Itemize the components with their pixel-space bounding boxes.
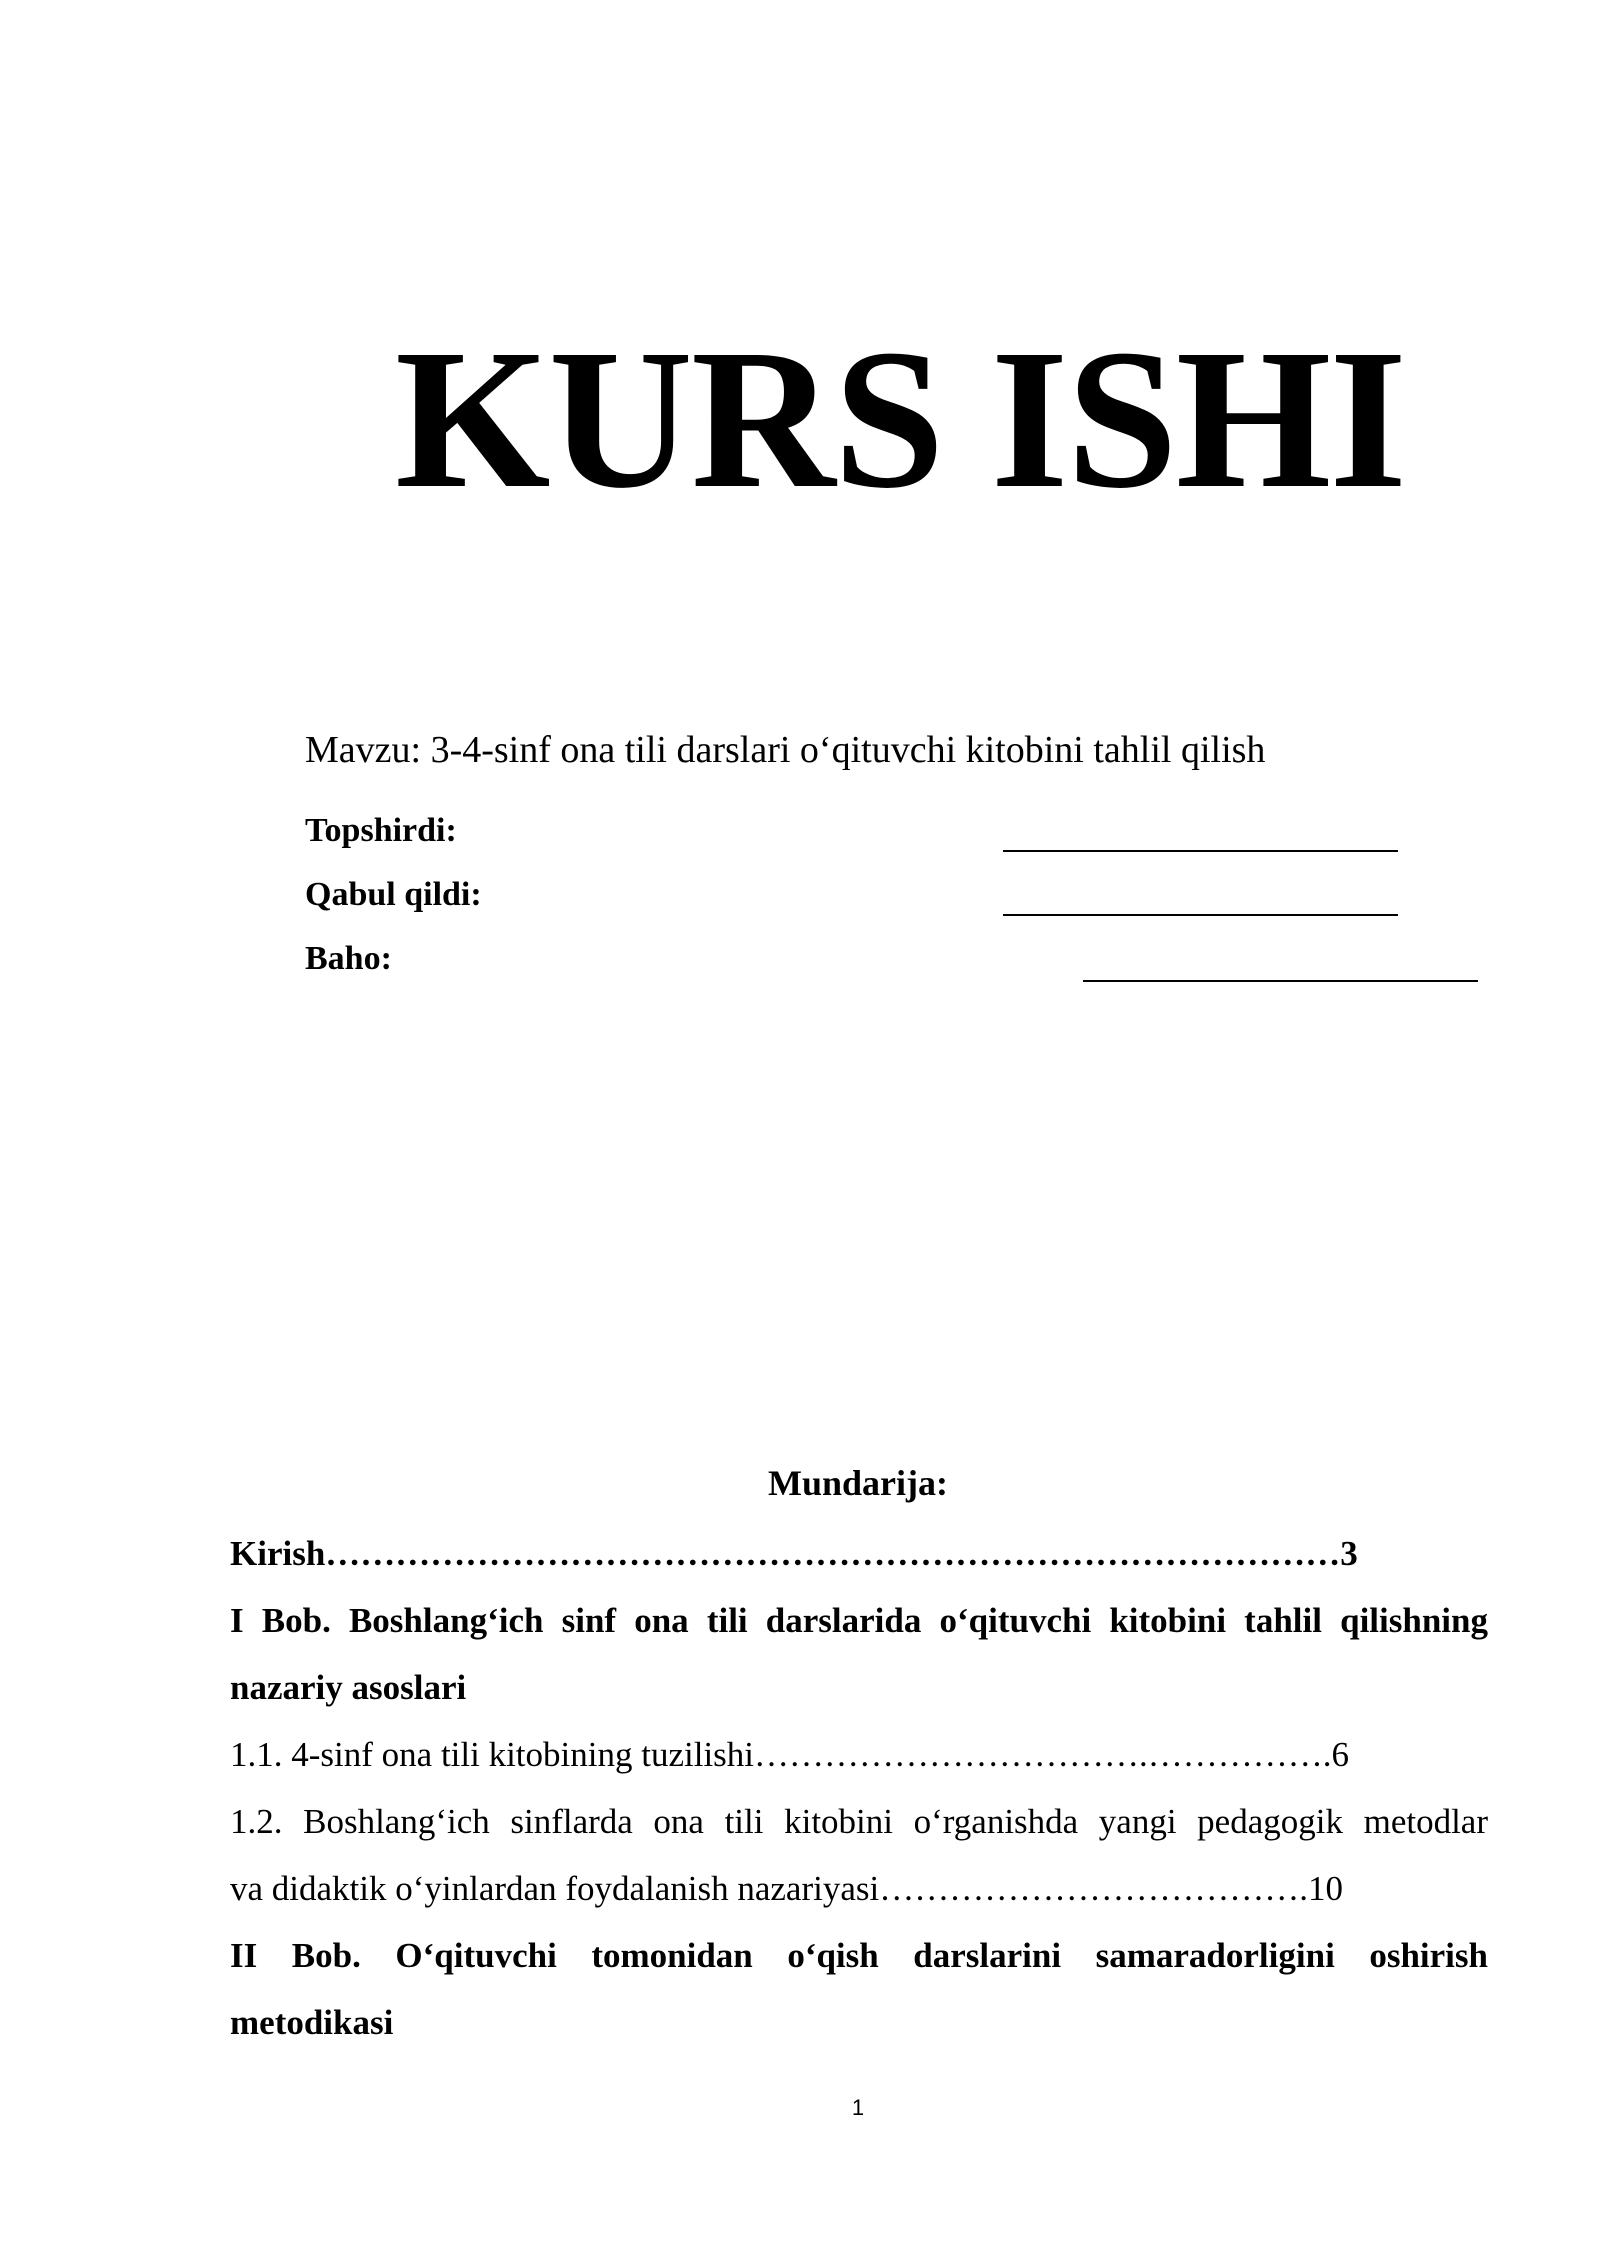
contents-heading: Mundarija: (768, 1463, 948, 1503)
document-title: KURS ISHI (395, 309, 1406, 530)
table-of-contents (230, 1520, 1488, 2056)
accepted-label: Qabul qildi: (305, 876, 482, 913)
toc-section-1-1: 1.1. 4-sinf ona tili kitobining tuzilishi…………………………….…………….6 (230, 1735, 1350, 1774)
grade-label: Baho: (305, 940, 392, 977)
submitted-signature-line (1003, 850, 1398, 852)
grade-line (1083, 980, 1478, 982)
toc-chapter-2: II Bob. O‘qituvchi tomonidan o‘qish darslarini samaradorligini oshirish (230, 1936, 1488, 1975)
topic-line: Mavzu: 3-4-sinf ona tili darslari o‘qituvchi kitobini tahlil qilish (305, 729, 1266, 771)
toc-section-1-2-continued: va didaktik o‘yinlardan foydalanish nazariyasi……………………………….10 (230, 1869, 1343, 1908)
toc-chapter-2-continued: metodikasi (230, 2003, 394, 2042)
toc-chapter-1: I Bob. Boshlang‘ich sinf ona tili darslarida o‘qituvchi kitobini tahlil qilishning (230, 1601, 1488, 1640)
toc-section-1-2: 1.2. Boshlang‘ich sinflarda ona tili kitobini o‘rganishda yangi pedagogik metodlar (230, 1802, 1488, 1841)
toc-chapter-1-continued: nazariy asoslari (230, 1668, 467, 1707)
toc-intro: Kirish……………………………………………………………………………3 (230, 1534, 1358, 1573)
submitted-label: Topshirdi: (305, 812, 457, 849)
accepted-signature-line (1003, 914, 1398, 916)
page-number: 1 (851, 2095, 865, 2120)
